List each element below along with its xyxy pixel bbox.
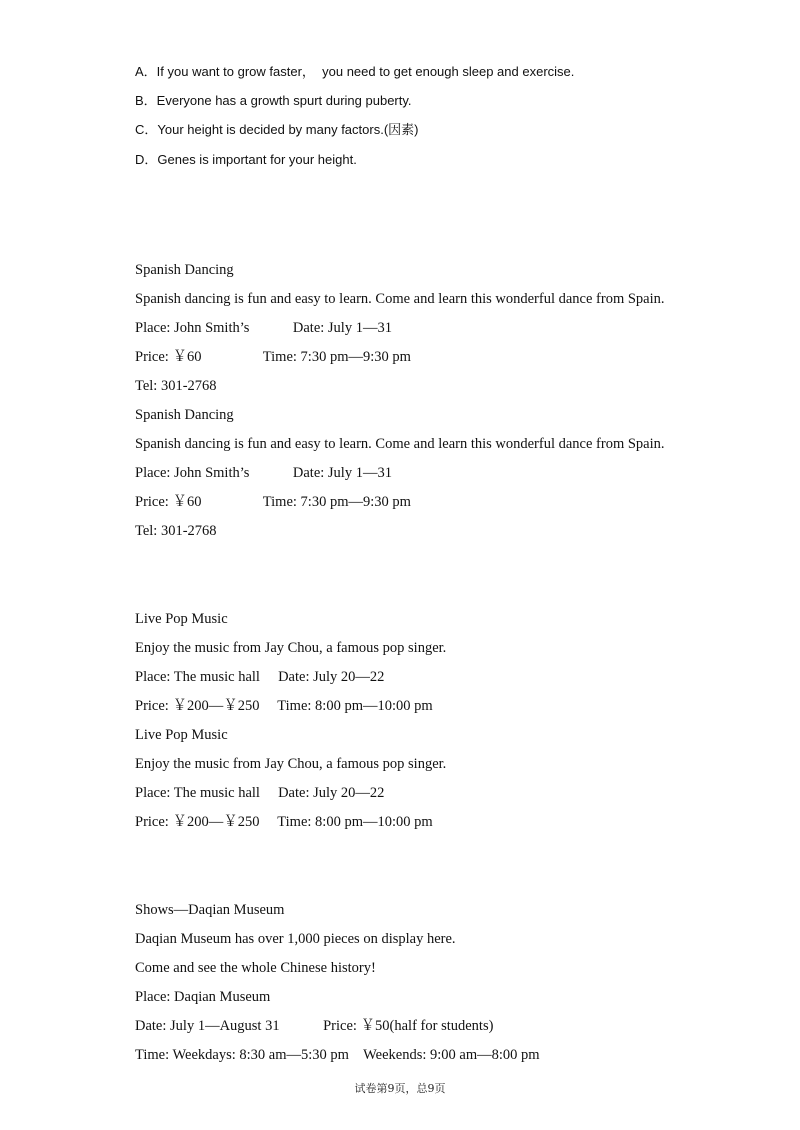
spanish-place-date: Place: John Smith’s Date: July 1—31 bbox=[135, 465, 392, 481]
option-a: A．If you want to grow faster， you need to get enough sleep and exercise. bbox=[135, 64, 575, 79]
option-b: B．Everyone has a growth spurt during puberty. bbox=[135, 93, 412, 108]
spanish-price-time: Price: ￥60 Time: 7:30 pm—9:30 pm bbox=[135, 349, 411, 365]
pop-title: Live Pop Music bbox=[135, 611, 228, 627]
spanish-title: Spanish Dancing bbox=[135, 262, 234, 278]
spanish-desc: Spanish dancing is fun and easy to learn. Come and learn this wonderful dance from Spain. bbox=[135, 291, 665, 307]
pop-price-time: Price: ￥200—￥250 Time: 8:00 pm—10:00 pm bbox=[135, 814, 433, 830]
option-c: C．Your height is decided by many factors.(因素) bbox=[135, 122, 419, 137]
page-footer: 试卷第9页，总9页 bbox=[354, 1082, 446, 1095]
spanish-price-time: Price: ￥60 Time: 7:30 pm—9:30 pm bbox=[135, 494, 411, 510]
museum-desc-1: Daqian Museum has over 1,000 pieces on display here. bbox=[135, 931, 456, 947]
spanish-title: Spanish Dancing bbox=[135, 407, 234, 423]
museum-desc-2: Come and see the whole Chinese history! bbox=[135, 960, 376, 976]
pop-desc: Enjoy the music from Jay Chou, a famous pop singer. bbox=[135, 756, 447, 772]
pop-desc: Enjoy the music from Jay Chou, a famous pop singer. bbox=[135, 640, 447, 656]
spanish-tel: Tel: 301-2768 bbox=[135, 378, 217, 394]
museum-title: Shows—Daqian Museum bbox=[135, 902, 285, 918]
spanish-place-date: Place: John Smith’s Date: July 1—31 bbox=[135, 320, 392, 336]
spanish-desc: Spanish dancing is fun and easy to learn. Come and learn this wonderful dance from Spain. bbox=[135, 436, 665, 452]
pop-title: Live Pop Music bbox=[135, 727, 228, 743]
museum-time: Time: Weekdays: 8:30 am—5:30 pm Weekends: 9:00 am—8:00 pm bbox=[135, 1047, 540, 1063]
pop-price-time: Price: ￥200—￥250 Time: 8:00 pm—10:00 pm bbox=[135, 698, 433, 714]
museum-place: Place: Daqian Museum bbox=[135, 989, 271, 1005]
spanish-tel: Tel: 301-2768 bbox=[135, 523, 217, 539]
museum-date-price: Date: July 1—August 31 Price: ￥50(half for students) bbox=[135, 1018, 494, 1034]
pop-place-date: Place: The music hall Date: July 20—22 bbox=[135, 785, 385, 801]
pop-place-date: Place: The music hall Date: July 20—22 bbox=[135, 669, 385, 685]
option-d: D．Genes is important for your height. bbox=[135, 152, 357, 167]
